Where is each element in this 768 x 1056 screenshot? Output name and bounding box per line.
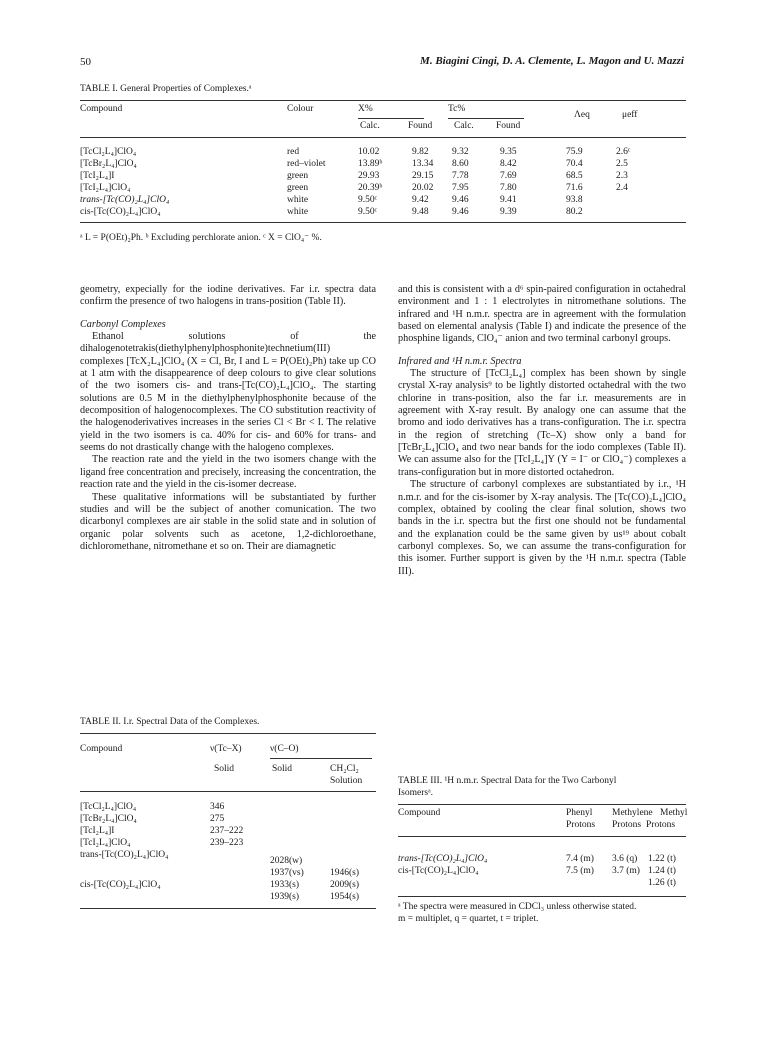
table-2-cell-co-solution: 1946(s)	[330, 868, 360, 878]
table-1-cell-compound: [TcI₂L₄]I	[80, 171, 115, 181]
table-1-cell-colour: white	[287, 207, 309, 217]
table-1-cell-mu: 2.5	[616, 159, 628, 169]
table-3-header-methylene: Methylene	[612, 808, 653, 818]
table-3-header-protons-2: Protons	[612, 820, 642, 830]
table-1-cell-lambda: 75.9	[566, 147, 583, 157]
table-2-cell-co-solid: 1939(s)	[270, 892, 300, 902]
table-1-cell-compound: [TcBr₂L₄]ClO₄	[80, 159, 137, 169]
table-1-cell-tc-calc: 9.46	[452, 207, 469, 217]
table-2-cell-tcx: 275	[210, 814, 225, 824]
table-1-cell-tc-calc: 7.78	[452, 171, 469, 181]
table-2-cell-compound: [TcI₂L₄]ClO₄	[80, 838, 131, 848]
table-1-cell-colour: green	[287, 171, 309, 181]
table-1-cell-tc-calc: 9.46	[452, 195, 469, 205]
table-1-x-subrule	[358, 118, 424, 119]
table-1-cell-lambda: 71.6	[566, 183, 583, 193]
table-1-cell-tc-calc: 7.95	[452, 183, 469, 193]
left-paragraph-4: These qualitative informations will be substantiated by further studies and will be the subject of another comunication. The two dicarbonyl complexes are air stable in the solid state and in solution of organic polar solvents such as acetone, 1,2-dichloroethane, dichloromethane, nitromethane et so on. Their are diamagnetic	[80, 491, 376, 552]
section-heading-infrared: Infrared and ¹H n.m.r. Spectra	[398, 355, 522, 367]
table-3-cell-phenyl: 7.4 (m)	[566, 854, 594, 864]
table-3-title-line-2: Isomersᵃ.	[398, 788, 434, 798]
table-2-bottom-rule	[80, 908, 376, 909]
table-3-cell-compound: trans-[Tc(CO)₂L₄]ClO₄	[398, 854, 488, 864]
table-3-cell-compound: cis-[Tc(CO)₂L₄]ClO₄	[398, 866, 479, 876]
table-2-top-rule	[80, 733, 376, 734]
table-3-header-phenyl: Phenyl	[566, 808, 593, 818]
running-head: M. Biagini Cingi, D. A. Clemente, L. Magon and U. Mazzi	[420, 55, 684, 67]
table-1-title: TABLE I. General Properties of Complexes.ᵃ	[80, 84, 252, 94]
table-3-header-protons-1: Protons	[566, 820, 596, 830]
table-2-cell-co-solution: 2009(s)	[330, 880, 360, 890]
table-1-cell-colour: white	[287, 195, 309, 205]
table-1-bottom-rule	[80, 222, 686, 223]
table-1-cell-lambda: 80.2	[566, 207, 583, 217]
table-2-cell-tcx: 237–222	[210, 826, 244, 836]
table-1-cell-lambda: 70.4	[566, 159, 583, 169]
table-1-tc-subrule	[448, 118, 524, 119]
table-1-cell-tc-found: 9.41	[500, 195, 517, 205]
table-1-cell-tc-found: 7.69	[500, 171, 517, 181]
table-1-header-lambda: Λeq	[574, 110, 590, 120]
table-1-cell-x-calc: 9.50ᶜ	[358, 195, 378, 205]
table-3-cell-phenyl: 7.5 (m)	[566, 866, 594, 876]
table-1-cell-x-calc: 29.93	[358, 171, 380, 181]
table-1-cell-lambda: 68.5	[566, 171, 583, 181]
table-1-top-rule	[80, 100, 686, 101]
table-2-cell-compound: [TcCl₂L₄]ClO₄	[80, 802, 137, 812]
table-3-cell-methylene: 3.6 (q)	[612, 854, 638, 864]
table-1-cell-x-calc: 9.50ᶜ	[358, 207, 378, 217]
table-1-cell-mu: 2.3	[616, 171, 628, 181]
table-1-header-rule	[80, 137, 686, 138]
table-3-cell-methylene: 3.7 (m)	[612, 866, 640, 876]
table-1-cell-mu: 2.6ᶜ	[616, 147, 631, 157]
left-paragraph-2: Ethanol solutions of the dihalogenotetrakis(diethylphenylphosphonite)technetium(III) complexes [TcX₂L₄]ClO₄ (X = Cl, Br, I and L = P(OEt)₂Ph) take up CO at 1 atm with the disappearence of deep colours to give clear solutions of the two isomers cis- and trans-[Tc(CO)₂L₄]ClO₄. The starting solutions are 0.5 M in the diethylphenylphosphonite because of the decomposition of halogenocomplexes. The CO substitution reactivity of the halogenoderivatives increases in the series Cl < Br < I. The relative yield in the two isomers is ca. 40% for cis- and 60% for trans- and seems do not drastically change with the halogeno complexes.	[80, 331, 376, 454]
table-1-cell-tc-calc: 9.32	[452, 147, 469, 157]
table-2-cell-co-solid: 2028(w)	[270, 856, 303, 866]
table-1-cell-tc-calc: 8.60	[452, 159, 469, 169]
table-2-header-compound: Compound	[80, 744, 123, 754]
table-1-cell-x-found: 9.82	[412, 147, 429, 157]
left-paragraph-3: The reaction rate and the yield in the two isomers change with the ligand free concentration and precisely, increasing the concentration, the reaction rate and the yield in the cis-isomer decrease.	[80, 454, 376, 491]
table-2-header-co: ν(C–O)	[270, 744, 299, 754]
table-1-header-calc: Calc.	[360, 121, 380, 131]
right-paragraph-2: The structure of [TcCl₂L₄] complex has been shown by single crystal X-ray analysis⁹ to be lightly distorted octahedral with the two chlorine in trans-position, also the far i.r. measurements are in agreement with X-ray result. By analogy one can assume that the bromo and iodo derivatives has a trans-configuration. The i.r. spectra in the region of stretching (Tc–X) show only a band for [TcBr₂L₄]ClO₄ and two near bands for the iodo complexes (Table II). We can assume also for the [TcI₂L₄]Y (Y = I⁻ or ClO₄⁻) complexes a trans-configuration but in more distorted octahedron.	[398, 368, 686, 478]
table-3-header-rule	[398, 836, 686, 837]
table-2-header-solution: Solution	[330, 776, 363, 786]
left-column	[80, 284, 376, 553]
table-2-cell-tcx: 239–223	[210, 838, 244, 848]
table-1-cell-compound: trans-[Tc(CO)₂L₄]ClO₄	[80, 195, 170, 205]
table-1-header-compound: Compound	[80, 104, 123, 114]
table-2-cell-co-solid: 1937(vs)	[270, 868, 304, 878]
table-3-header-compound: Compound	[398, 808, 441, 818]
table-1-cell-x-calc: 10.02	[358, 147, 380, 157]
table-1-cell-x-found: 9.48	[412, 207, 429, 217]
table-1-cell-x-found: 20.02	[412, 183, 434, 193]
right-column	[398, 284, 686, 578]
section-heading-carbonyl: Carbonyl Complexes	[80, 318, 166, 330]
table-1-header-found2: Found	[496, 121, 521, 131]
table-3-footnote-line-2: m = multiplet, q = quartet, t = triplet.	[398, 914, 539, 924]
table-2-header-tcx: ν(Tc–X)	[210, 744, 242, 754]
table-1-footnote: ᵃ L = P(OEt)₂Ph. ᵇ Excluding perchlorate anion. ᶜ X = ClO₄⁻ %.	[80, 233, 322, 243]
table-2-header-solid1: Solid	[214, 764, 235, 774]
table-2-cell-co-solid: 1933(s)	[270, 880, 300, 890]
table-2-cell-compound: [TcI₂L₄]I	[80, 826, 115, 836]
table-1-cell-compound: [TcI₂L₄]ClO₄	[80, 183, 131, 193]
table-1-cell-colour: green	[287, 183, 309, 193]
table-3-footnote-line-1: ᵃ The spectra were measured in CDCl₃ unless otherwise stated.	[398, 902, 637, 912]
table-1-header-x: X%	[358, 104, 373, 114]
table-1-cell-tc-found: 7.80	[500, 183, 517, 193]
table-2-cell-co-solution: 1954(s)	[330, 892, 360, 902]
table-2-cell-compound: [TcBr₂L₄]ClO₄	[80, 814, 137, 824]
right-paragraph-1: and this is consistent with a d⁶ spin-paired configuration in octahedral environment and 1 : 1 electrolytes in nitromethane solutions. The infrared and ¹H n.m.r. spectra are in agreement with the formulation based on elemental analysis (Table I) and indicate the presence of the phosphine ligands, ClO₄⁻ anion and two terminal carbonyl groups.	[398, 284, 686, 345]
table-3-cell-methyl: 1.26 (t)	[648, 878, 676, 888]
table-1-cell-tc-found: 9.39	[500, 207, 517, 217]
table-3-bottom-rule	[398, 896, 686, 897]
page-number: 50	[80, 56, 91, 68]
table-1-cell-x-found: 9.42	[412, 195, 429, 205]
table-1-cell-mu: 2.4	[616, 183, 628, 193]
table-1-cell-x-calc: 13.89ᵇ	[358, 159, 383, 169]
table-3-cell-methyl: 1.22 (t)	[648, 854, 676, 864]
table-1-cell-x-found: 29.15	[412, 171, 434, 181]
table-1-cell-colour: red–violet	[287, 159, 326, 169]
left-paragraph-1: geometry, expecially for the iodine derivatives. Far i.r. spectra data confirm the presence of two halogens in trans-position (Table II).	[80, 284, 376, 308]
table-3-cell-methyl: 1.24 (t)	[648, 866, 676, 876]
table-2-header-solid2: Solid	[272, 764, 293, 774]
table-1-cell-compound: [TcCl₂L₄]ClO₄	[80, 147, 137, 157]
table-3-header-methyl: Methyl	[660, 808, 688, 818]
table-2-cell-tcx: 346	[210, 802, 225, 812]
table-1-header-colour: Colour	[287, 104, 314, 114]
table-1-cell-tc-found: 9.35	[500, 147, 517, 157]
table-1-cell-compound: cis-[Tc(CO)₂L₄]ClO₄	[80, 207, 161, 217]
table-1-cell-x-found: 13.34	[412, 159, 434, 169]
table-2-header-rule	[80, 791, 376, 792]
table-1-header-mu: μeff	[622, 110, 638, 120]
table-1-header-calc2: Calc.	[454, 121, 474, 131]
table-1-cell-colour: red	[287, 147, 300, 157]
table-3-title-line-1: TABLE III. ¹H n.m.r. Spectral Data for the Two Carbonyl	[398, 776, 617, 786]
table-2-cell-compound: trans-[Tc(CO)₂L₄]ClO₄	[80, 850, 169, 860]
right-paragraph-3: The structure of carbonyl complexes are substantiated by i.r., ¹H n.m.r. and for the cis-isomer by X-ray analysis. The [Tc(CO)₂L₄]ClO₄ complex, obtained by cooling the clear final solution, shows two bands in the i.r. spectra but the first one should not be fundamental and the explanation could be the same given by us¹⁹ about cobalt carbonyl complexes. So, we can assume the trans-configuration for this isomer. Further support is given by the ¹H n.m.r. spectra (Table III).	[398, 479, 686, 577]
table-1-cell-lambda: 93.8	[566, 195, 583, 205]
table-1-header-found: Found	[408, 121, 433, 131]
table-1-cell-x-calc: 20.39ᵇ	[358, 183, 383, 193]
table-3-header-protons-3: Protons	[646, 820, 676, 830]
table-3-top-rule	[398, 804, 686, 805]
table-2-header-ch2cl2: CH₂Cl₂	[330, 764, 359, 774]
table-2-title: TABLE II. I.r. Spectral Data of the Complexes.	[80, 717, 260, 727]
table-2-cell-compound: cis-[Tc(CO)₂L₄]ClO₄	[80, 880, 161, 890]
table-1-cell-tc-found: 8.42	[500, 159, 517, 169]
table-1-header-tc: Tc%	[448, 104, 466, 114]
table-2-co-subrule	[270, 758, 372, 759]
